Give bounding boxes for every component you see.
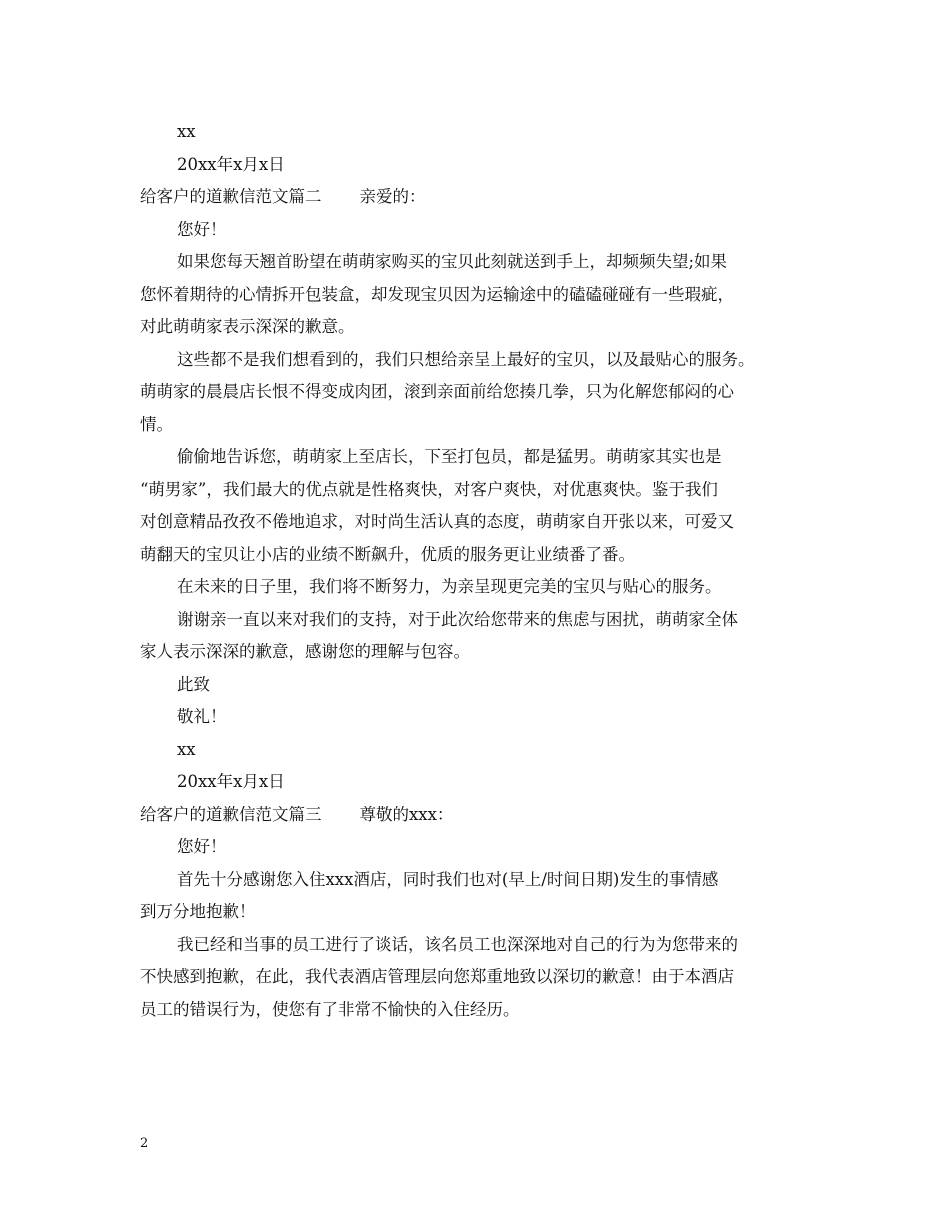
text-line: 对创意精品孜孜不倦地追求，对时尚生活认真的态度，萌萌家自开张以来，可爱又 <box>140 512 734 531</box>
text-line: “萌男家”，我们最大的优点就是性格爽快，对客户爽快，对优惠爽快。鉴于我们 <box>140 479 718 499</box>
text-line: 在未来的日子里，我们将不断努力，为亲呈现更完美的宝贝与贴心的服务。 <box>177 577 722 596</box>
text-line: 不快感到抱歉，在此，我代表酒店管理层向您郑重地致以深切的歉意！由于本酒店 <box>140 967 734 986</box>
text-line: xx <box>177 739 196 759</box>
section-title: 给客户的道歉信范文篇三 <box>140 804 322 824</box>
section-heading <box>140 181 825 214</box>
section-title: 给客户的道歉信范文篇二 <box>140 187 322 206</box>
document-body <box>140 116 825 1026</box>
heading-spacer <box>322 799 360 832</box>
text-line: 萌翻天的宝贝让小店的业绩不断飙升，优质的服务更让业绩番了番。 <box>140 544 635 564</box>
salutation: 尊敬的xxx： <box>359 804 454 824</box>
salutation: 亲爱的： <box>359 187 426 206</box>
text-line: 对此萌萌家表示深深的歉意。 <box>140 317 355 336</box>
text-line: 敬礼！ <box>177 707 227 726</box>
text-line: 我已经和当事的员工进行了谈话，该名员工也深深地对自己的行为为您带来的 <box>177 934 738 954</box>
text-line: 20xx年x月x日 <box>177 772 285 791</box>
text-line: 到万分地抱歉！ <box>140 902 256 921</box>
text-line: 首先十分感谢您入住xxx酒店，同时我们也对(早上/时间日期)发生的事情感 <box>177 869 719 889</box>
text-line: 谢谢亲一直以来对我们的支持，对于此次给您带来的焦虑与困扰，萌萌家全体 <box>177 609 738 629</box>
text-line: 员工的错误行为，使您有了非常不愉快的入住经历。 <box>140 999 520 1019</box>
text-line: 萌萌家的晨晨店长恨不得变成肉团，滚到亲面前给您揍几拳，只为化解您郁闷的心 <box>140 382 734 401</box>
text-line: 您好！ <box>177 219 227 239</box>
text-line: 家人表示深深的歉意，感谢您的理解与包容。 <box>140 642 470 661</box>
page-number: 2 <box>140 1136 149 1151</box>
text-line: 这些都不是我们想看到的，我们只想给亲呈上最好的宝贝，以及最贴心的服务。 <box>177 349 755 369</box>
text-line: 20xx年x月x日 <box>177 154 285 174</box>
text-line: 如果您每天翘首盼望在萌萌家购买的宝贝此刻就送到手上，却频频失望;如果 <box>177 252 728 271</box>
text-line: 偷偷地告诉您，萌萌家上至店长，下至打包员，都是猛男。萌萌家其实也是 <box>177 447 722 466</box>
heading-spacer <box>322 181 360 214</box>
section-heading <box>140 799 825 832</box>
text-line: 情。 <box>140 414 173 434</box>
text-line: 您好！ <box>177 837 227 856</box>
text-line: xx <box>177 122 196 141</box>
text-line: 您怀着期待的心情拆开包装盒，却发现宝贝因为运输途中的磕磕碰碰有一些瑕疵， <box>140 284 734 304</box>
text-line: 此致 <box>177 674 210 694</box>
